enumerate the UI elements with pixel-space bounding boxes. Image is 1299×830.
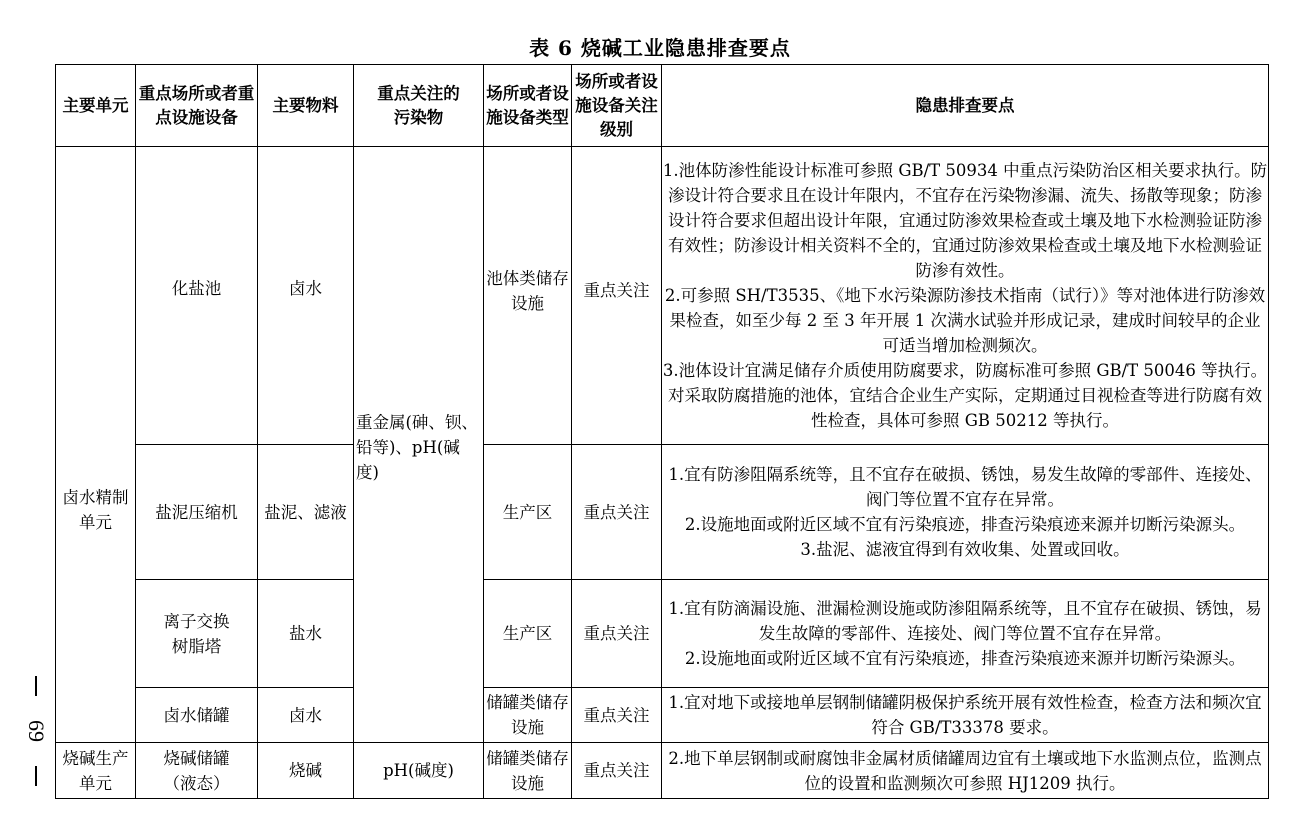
points-cell bbox=[662, 580, 1269, 688]
point-item: 2.可参照 SH/T3535、《地下水污染源防渗技术指南（试行）》等对池体进行防渗效果检查，如至少每 2 至 3 年开展 1 次满水试验并形成记录，建成时间较早的企业可适当增加检测频次。 bbox=[664, 286, 1266, 355]
page-number-text: 69 bbox=[24, 720, 49, 742]
material-cell: 卤水 bbox=[258, 688, 354, 743]
point-item: 1.池体防渗性能设计标准可参照 GB/T 50934 中重点污染防治区相关要求执行。防渗设计符合要求且在设计年限内，不宜存在污染物渗漏、流失、扬散等现象；防渗设计符合要求但超出设计年限，宜通过防渗效果检查或土壤及地下水检测验证防渗有效性；防渗设计相关资料不全的，宜通过防渗效果检查或土壤及地下水检测验证防渗有效性。 bbox=[662, 161, 1268, 280]
material-cell: 盐水 bbox=[258, 580, 354, 688]
page-number bbox=[18, 676, 54, 786]
table-row bbox=[56, 688, 1269, 743]
point-item: 1.宜对地下或接地单层钢制储罐阴极保护系统开展有效性检查，检查方法和频次宜符合 GB/T33378 要求。 bbox=[668, 693, 1262, 737]
table-header-row bbox=[56, 65, 1269, 147]
pollutant-text: 重金属(砷、钡、铅等)、pH(碱度) bbox=[356, 413, 478, 482]
level-cell: 重点关注 bbox=[572, 580, 662, 688]
type-cell: 储罐类储存设施 bbox=[484, 743, 572, 799]
unit-cell-brine bbox=[56, 147, 136, 743]
facility-cell: 化盐池 bbox=[136, 147, 258, 445]
level-cell: 重点关注 bbox=[572, 688, 662, 743]
page-number-dash-bottom bbox=[35, 766, 37, 786]
level-cell: 重点关注 bbox=[572, 147, 662, 445]
level-cell: 重点关注 bbox=[572, 743, 662, 799]
type-cell: 储罐类储存设施 bbox=[484, 688, 572, 743]
facility-cell: 盐泥压缩机 bbox=[136, 445, 258, 580]
point-item: 3.池体设计宜满足储存介质使用防腐要求，防腐标准可参照 GB/T 50046 等执行。对采取防腐措施的池体，宜结合企业生产实际，定期通过目视检查等进行防腐有效性检查，具体可参照 GB 50212 等执行。 bbox=[662, 361, 1268, 430]
facility-cell: 烧碱储罐（液态） bbox=[136, 743, 258, 799]
pollutant-cell-group2: pH(碱度) bbox=[354, 743, 484, 799]
table-row bbox=[56, 147, 1269, 445]
material-cell: 盐泥、滤液 bbox=[258, 445, 354, 580]
header-unit: 主要单元 bbox=[56, 65, 136, 147]
material-cell: 卤水 bbox=[258, 147, 354, 445]
header-pollutant: 重点关注的污染物 bbox=[354, 65, 484, 147]
point-item: 2.地下单层钢制或耐腐蚀非金属材质储罐周边宜有土壤或地下水监测点位，监测点位的设置和监测频次可参照 HJ1209 执行。 bbox=[668, 748, 1262, 793]
facility-cell: 卤水储罐 bbox=[136, 688, 258, 743]
point-item: 2.设施地面或附近区域不宜有污染痕迹，排查污染痕迹来源并切断污染源头。 bbox=[684, 515, 1246, 534]
unit-cell-caustic: 烧碱生产单元 bbox=[56, 743, 136, 799]
header-facility: 重点场所或者重点设施设备 bbox=[136, 65, 258, 147]
page-number-dash-top bbox=[35, 676, 37, 696]
points-cell bbox=[662, 445, 1269, 580]
points-cell bbox=[662, 743, 1269, 799]
facility-cell: 离子交换树脂塔 bbox=[136, 580, 258, 688]
header-points: 隐患排查要点 bbox=[662, 65, 1269, 147]
type-cell: 生产区 bbox=[484, 580, 572, 688]
table-row bbox=[56, 445, 1269, 580]
level-cell: 重点关注 bbox=[572, 445, 662, 580]
type-cell: 生产区 bbox=[484, 445, 572, 580]
type-cell: 池体类储存设施 bbox=[484, 147, 572, 445]
hazard-inspection-table bbox=[55, 64, 1269, 799]
page-title: 表 6 烧碱工业隐患排查要点 bbox=[529, 36, 791, 60]
material-cell: 烧碱 bbox=[258, 743, 354, 799]
table-row bbox=[56, 580, 1269, 688]
point-item: 3.盐泥、滤液宜得到有效收集、处置或回收。 bbox=[800, 540, 1130, 559]
header-level: 场所或者设施设备关注级别 bbox=[572, 65, 662, 147]
point-item: 1.宜有防渗阻隔系统等，且不宜存在破损、锈蚀，易发生故障的零部件、连接处、阀门等位置不宜存在异常。 bbox=[668, 465, 1262, 509]
points-cell bbox=[662, 147, 1269, 445]
table-row bbox=[56, 743, 1269, 799]
point-item: 1.宜有防滴漏设施、泄漏检测设施或防渗阻隔系统等，且不宜存在破损、锈蚀，易发生故障的零部件、连接处、阀门等位置不宜存在异常。 bbox=[668, 599, 1262, 643]
header-type: 场所或者设施设备类型 bbox=[484, 65, 572, 147]
unit-label: 卤水精制单元 bbox=[62, 487, 129, 532]
pollutant-cell-group1 bbox=[354, 147, 484, 743]
point-item: 2.设施地面或附近区域不宜有污染痕迹，排查污染痕迹来源并切断污染源头。 bbox=[684, 649, 1246, 668]
points-cell bbox=[662, 688, 1269, 743]
header-material: 主要物料 bbox=[258, 65, 354, 147]
